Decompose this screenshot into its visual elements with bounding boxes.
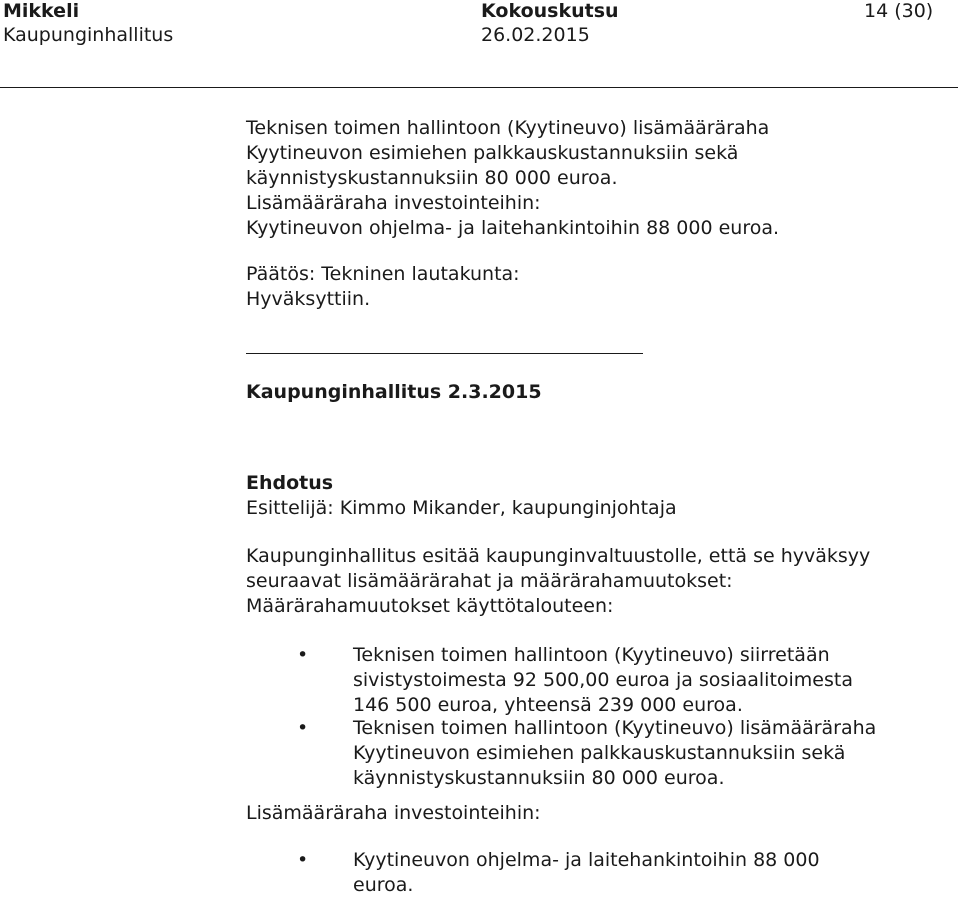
meeting-heading-text: Kaupunginhallitus 2.3.2015 [246,381,542,403]
bullet-marker: • [297,717,309,739]
text-line: Teknisen toimen hallintoon (Kyytineuvo) lisämääräraha [246,117,770,139]
list-item-line: sivistystoimesta 92 500,00 euroa ja sosiaalitoimesta [353,669,853,691]
list-item-text [353,716,876,791]
page-number: 14 (30) [864,0,934,22]
meeting-heading [246,380,936,405]
bullet-marker: • [297,849,309,871]
organ-name: Kaupunginhallitus [3,24,174,46]
text-line: Lisämääräraha investointeihin: [246,192,541,214]
proposal-intro [246,544,936,619]
proposal-heading-text: Ehdotus [246,472,334,494]
text-line: Kyytineuvon esimiehen palkkauskustannuksiin sekä [246,142,739,164]
list-item-line: 146 500 euroa, yhteensä 239 000 euroa. [353,694,743,716]
intro-line: seuraavat lisämäärärahat ja määrärahamuutokset: [246,570,733,592]
list-item-line: euroa. [353,874,414,896]
presenter-line: Esittelijä: Kimmo Mikander, kaupunginjohtaja [246,497,677,519]
decision-line: Päätös: Tekninen lautakunta: [246,263,520,285]
list-item-line: Kyytineuvon esimiehen palkkauskustannuksiin sekä [353,742,846,764]
list-item-line: käynnistyskustannuksiin 80 000 euroa. [353,767,725,789]
list-item-text [353,848,820,898]
investments-label [246,801,936,826]
document-date: 26.02.2015 [481,24,590,46]
investments-label-text: Lisämääräraha investointeihin: [246,802,541,824]
document-type: Kokouskutsu [481,0,619,22]
decision-paragraph [246,262,936,312]
header-divider [0,87,958,88]
section-separator [246,353,643,354]
previous-text-paragraph [246,116,936,241]
text-line: Kyytineuvon ohjelma- ja laitehankintoihin 88 000 euroa. [246,217,780,239]
city-name: Mikkeli [3,0,80,22]
list-item-text [353,643,853,718]
proposal-heading [246,471,936,521]
text-line: käynnistyskustannuksiin 80 000 euroa. [246,167,618,189]
bullet-marker: • [297,644,309,666]
document-header [0,0,960,90]
list-item-line: Kyytineuvon ohjelma- ja laitehankintoihin 88 000 [353,849,820,871]
list-item-line: Teknisen toimen hallintoon (Kyytineuvo) lisämääräraha [353,717,877,739]
list-item-line: Teknisen toimen hallintoon (Kyytineuvo) siirretään [353,644,830,666]
decision-line: Hyväksyttiin. [246,288,371,310]
intro-line: Määrärahamuutokset käyttötalouteen: [246,595,614,617]
intro-line: Kaupunginhallitus esitää kaupunginvaltuustolle, että se hyväksyy [246,545,871,567]
